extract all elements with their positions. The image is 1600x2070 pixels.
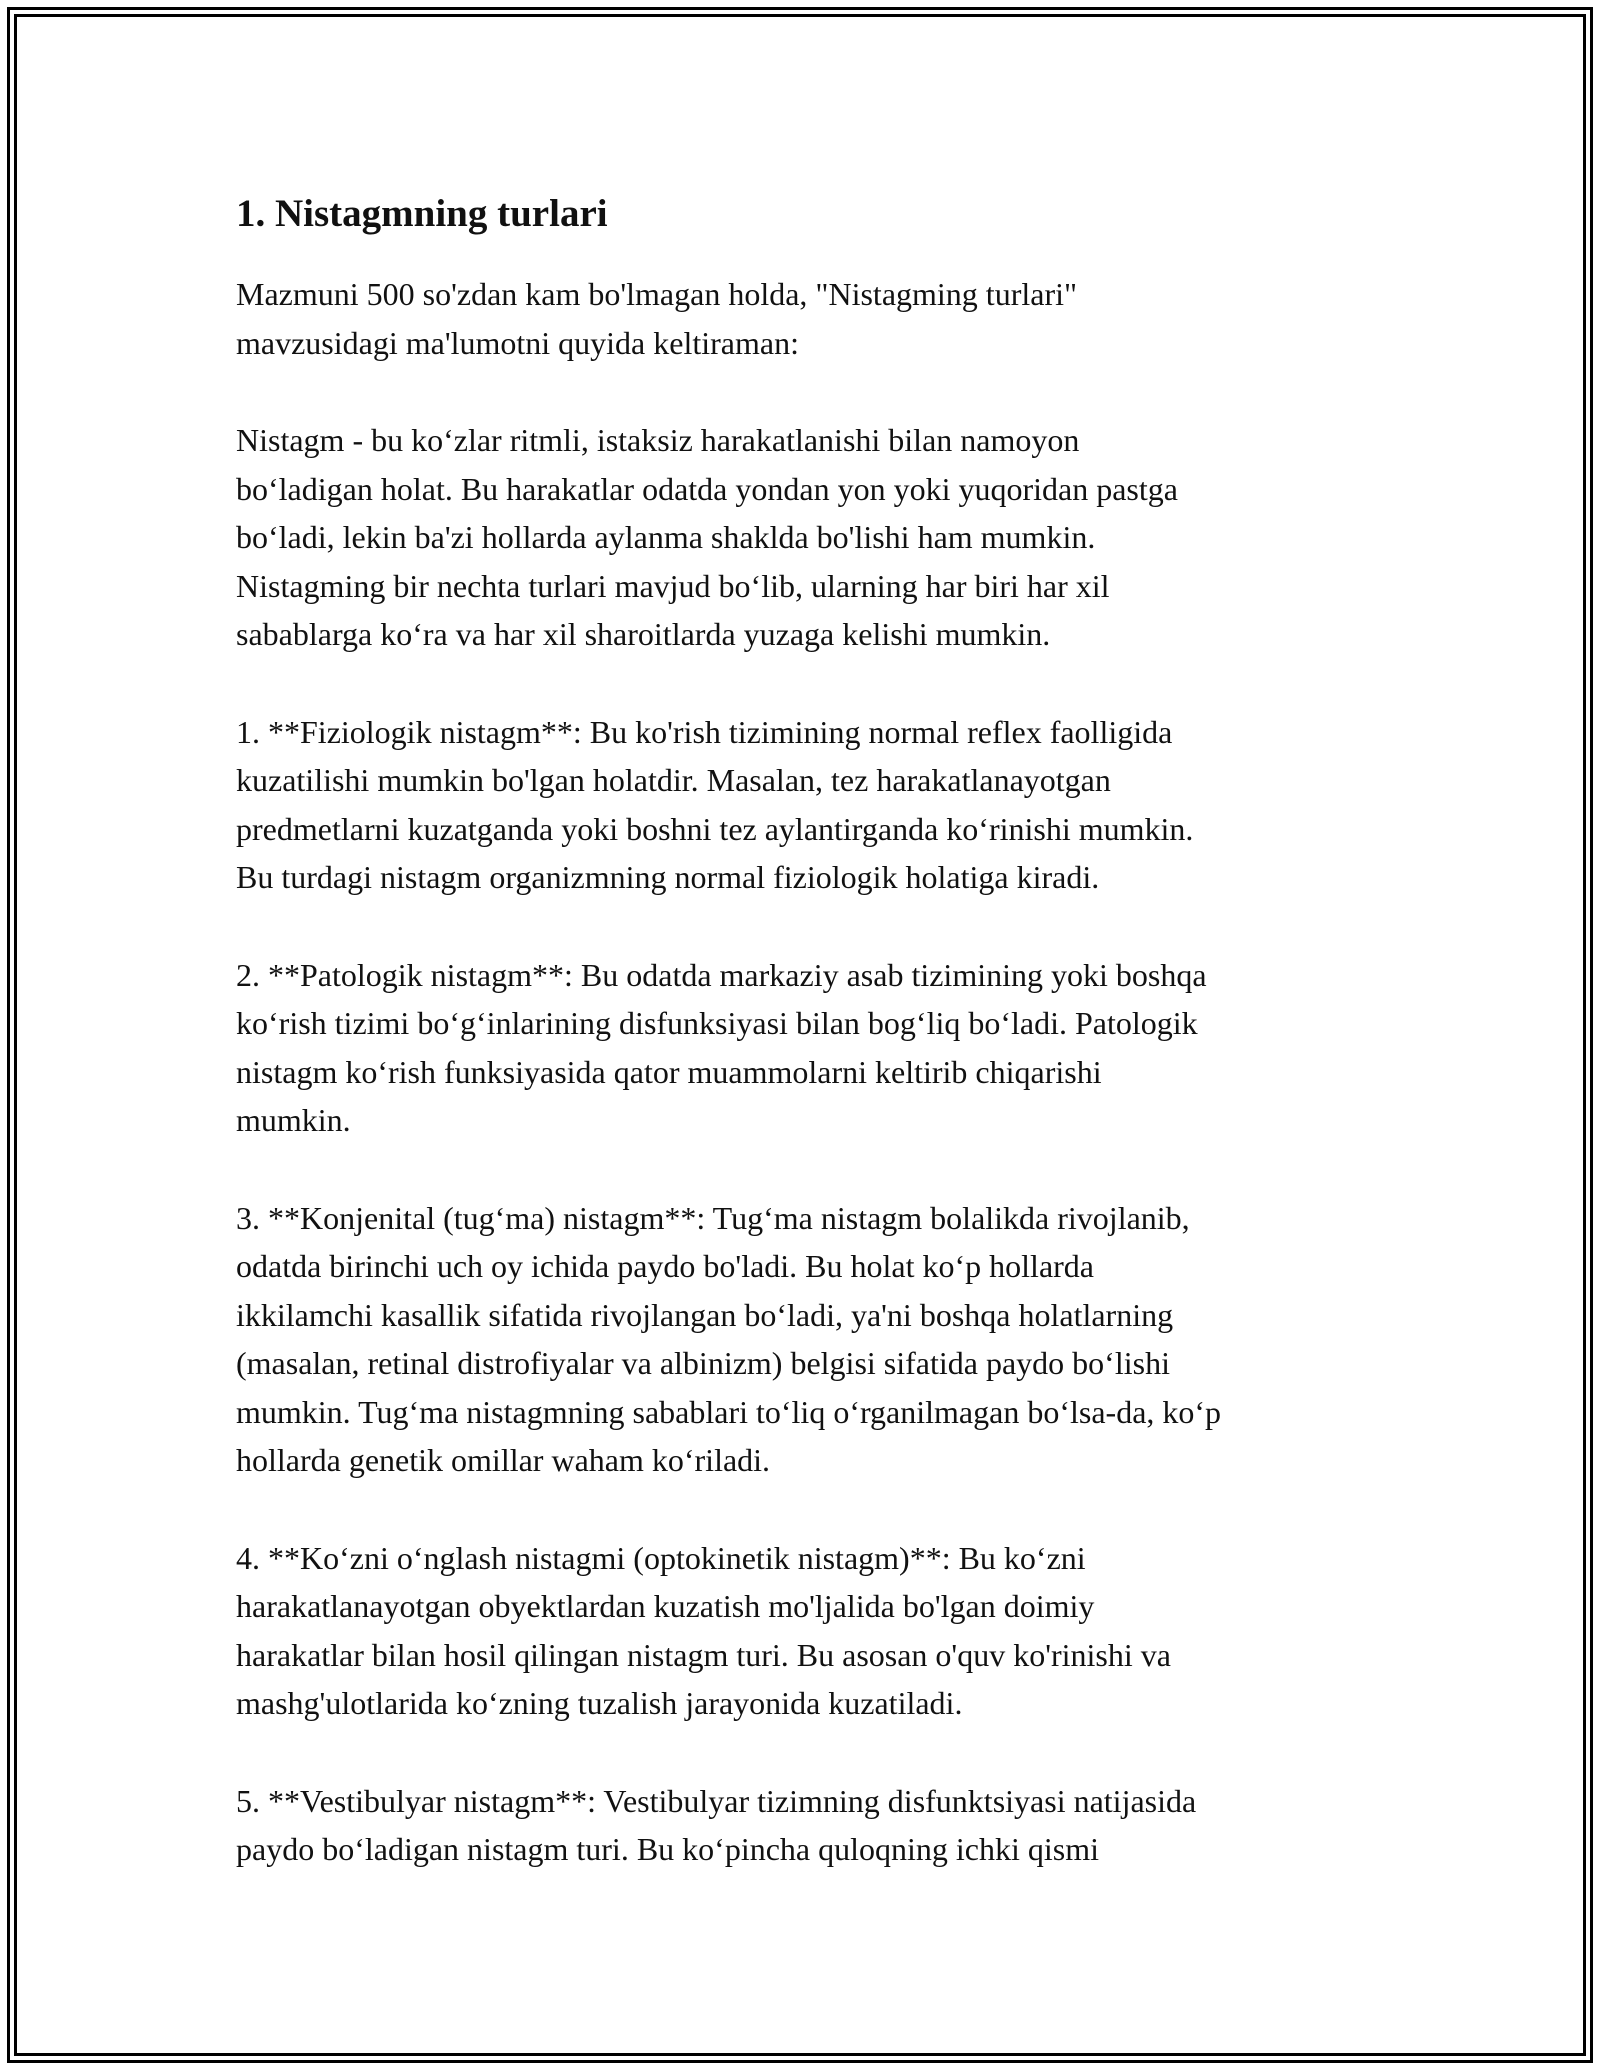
list-item-physiological: 1. **Fiziologik nistagm**: Bu ko'rish tizimining normal reflex faolligida kuzatilishi mumkin bo'lgan holatdir. Masalan, tez harakatlanayotgan predmetlarni kuzatganda yoki boshni tez aylantirganda koʻrinishi mumkin. Bu turdagi nistagm organizmning normal fiziologik holatiga kiradi.: [236, 713, 1194, 895]
document-body: [236, 186, 1376, 1923]
list-item-optokinetic: 4. **Koʻzni oʻnglash nistagmi (optokinetik nistagm)**: Bu koʻzni harakatlanayotgan obyektlardan kuzatish mo'ljalida bo'lgan doimiy harakatlar bilan hosil qilingan nistagm turi. Bu asosan o'quv ko'rinishi va mashg'ulotlarida koʻzning tuzalish jarayonida kuzatiladi.: [236, 1539, 1171, 1721]
section-heading: 1. Nistagmning turlari: [236, 192, 608, 235]
list-item-pathological: 2. **Patologik nistagm**: Bu odatda markaziy asab tizimining yoki boshqa koʻrish tizimi boʻgʻinlarining disfunksiyasi bilan bogʻliq boʻladi. Patologik nistagm koʻrish funksiyasida qator muammolarni keltirib chiqarishi mumkin.: [236, 956, 1207, 1138]
intro-paragraph: Mazmuni 500 so'zdan kam bo'lmagan holda, "Nistagming turlari" mavzusidagi ma'lumotni quyida keltiraman:: [236, 276, 1078, 361]
list-item-congenital: 3. **Konjenital (tugʻma) nistagm**: Tugʻma nistagm bolalikda rivojlanib, odatda birinchi uch oy ichida paydo bo'ladi. Bu holat koʻp hollarda ikkilamchi kasallik sifatida rivojlangan boʻladi, ya'ni boshqa holatlarning (masalan, retinal distrofiyalar va albinizm) belgisi sifatida paydo boʻlishi mumkin. Tugʻma nistagmning sabablari toʻliq oʻrganilmagan boʻlsa-da, koʻp hollarda genetik omillar waham koʻriladi.: [236, 1199, 1222, 1478]
list-item-vestibular: 5. **Vestibulyar nistagm**: Vestibulyar tizimning disfunktsiyasi natijasida paydo boʻladigan nistagm turi. Bu koʻpincha quloqning ichki qismi: [236, 1782, 1197, 1867]
definition-paragraph: Nistagm - bu koʻzlar ritmli, istaksiz harakatlanishi bilan namoyon boʻladigan holat. Bu harakatlar odatda yondan yon yoki yuqoridan pastga boʻladi, lekin ba'zi hollarda aylanma shaklda bo'lishi ham mumkin. Nistagming bir nechta turlari mavjud boʻlib, ularning har biri har xil sabablarga koʻra va har xil sharoitlarda yuzaga kelishi mumkin.: [236, 422, 1178, 652]
